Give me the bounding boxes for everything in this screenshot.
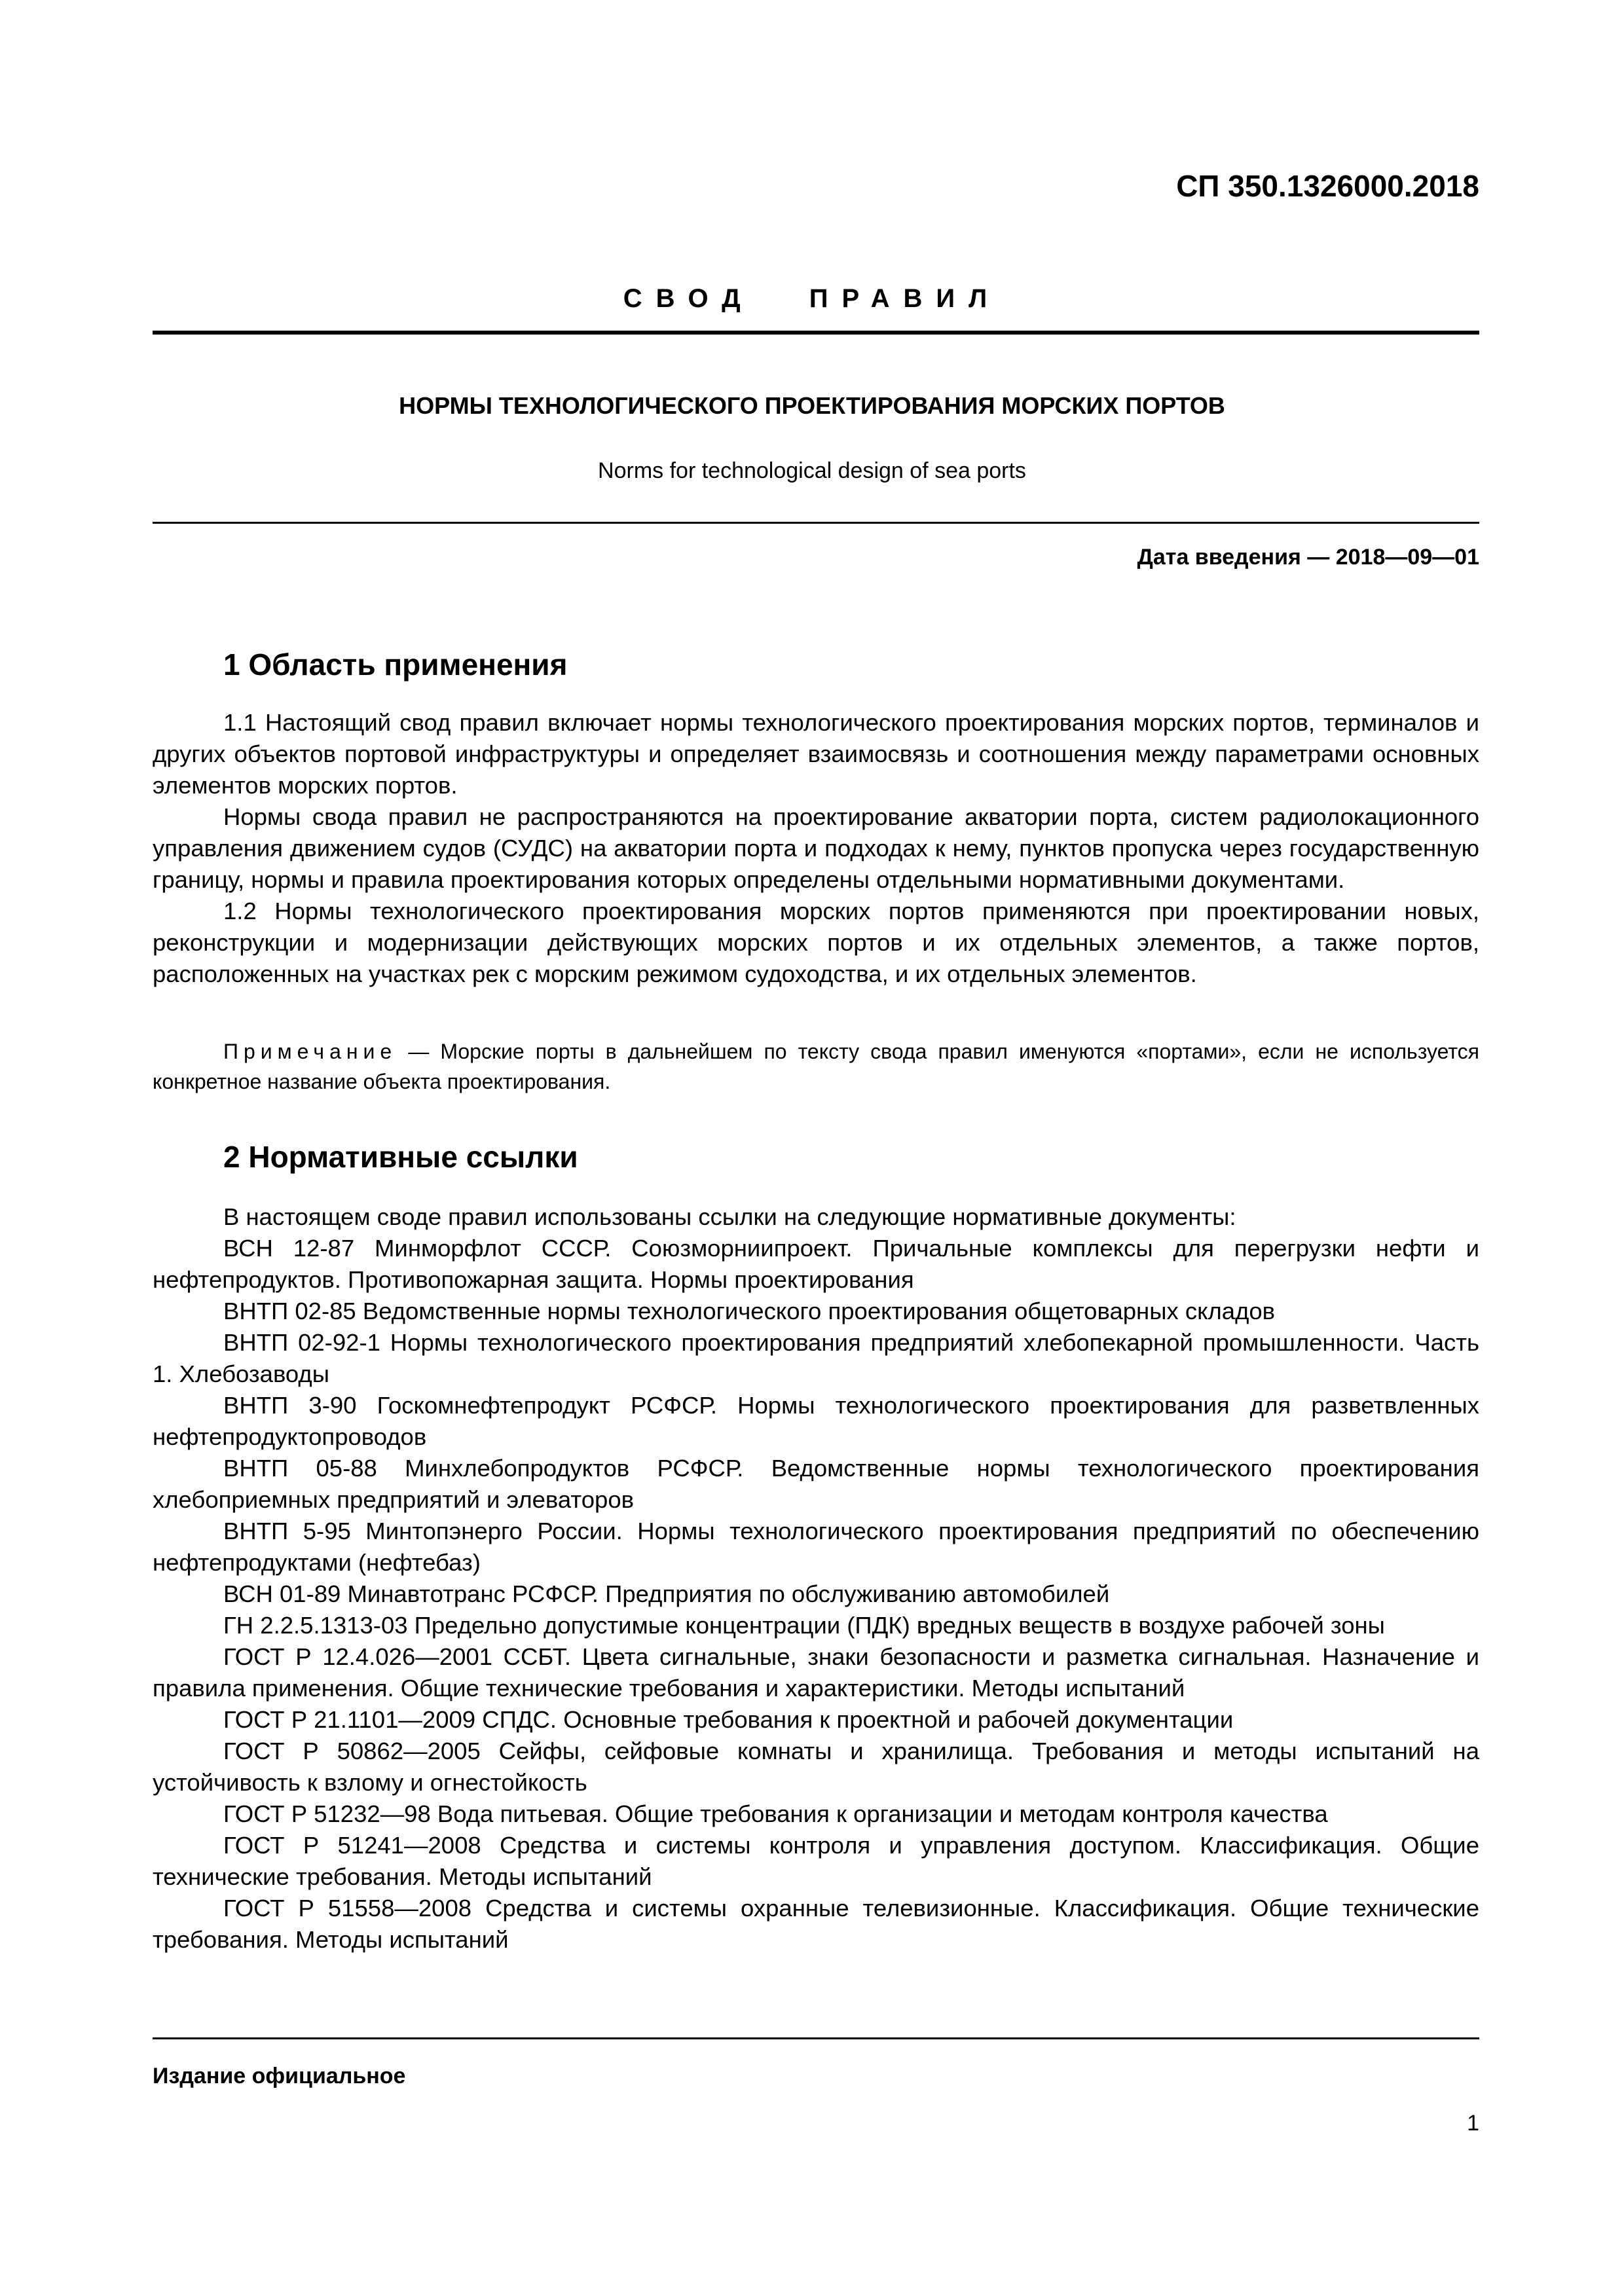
section-1-paragraph: 1.2 Нормы технологического проектирования морских портов применяются при проектировании новых, реконструкции и модернизации действующих морских портов и их отдельных элементов, а также портов, расположенных на участках рек с морским режимом судоходства, и их отдельных элементов.: [153, 898, 1479, 987]
reference-item: ГОСТ Р 51558—2008 Средства и системы охранные телевизионные. Классификация. Общие технические требования. Методы испытаний: [153, 1895, 1479, 1953]
reference-intro: В настоящем своде правил использованы ссылки на следующие нормативные документы:: [223, 1203, 1236, 1230]
section-1-paragraph: 1.1 Настоящий свод правил включает нормы технологического проектирования морских портов, терминалов и других объектов портовой инфраструктуры и определяет взаимосвязь и соотношения между параметрами основных элементов морских портов.: [153, 709, 1479, 799]
reference-item: ВНТП 02-92-1 Нормы технологического проектирования предприятий хлебопекарной промышленности. Часть 1. Хлебозаводы: [153, 1329, 1479, 1387]
reference-item: ГН 2.2.5.1313-03 Предельно допустимые концентрации (ПДК) вредных веществ в воздухе рабочей зоны: [223, 1612, 1385, 1639]
header-divider: [153, 331, 1479, 335]
page-number: 1: [1467, 2111, 1479, 2136]
reference-item: ВСН 12-87 Минморфлот СССР. Союзморниипроект. Причальные комплексы для перегрузки нефти и нефтепродуктов. Противопожарная защита. Нормы проектирования: [153, 1235, 1479, 1293]
document-title-en: Norms for technological design of sea ports: [598, 458, 1026, 483]
reference-item: ВСН 01-89 Минавтотранс РСФСР. Предприятия по обслуживанию автомобилей: [223, 1580, 1110, 1607]
reference-item: ГОСТ Р 51241—2008 Средства и системы контроля и управления доступом. Классификация. Общие технические требования. Методы испытаний: [153, 1832, 1479, 1890]
reference-item: ГОСТ Р 51232—98 Вода питьевая. Общие требования к организации и методам контроля качества: [223, 1800, 1328, 1827]
reference-item: ВНТП 3-90 Госкомнефтепродукт РСФСР. Нормы технологического проектирования для разветвленных нефтепродуктопроводов: [153, 1392, 1479, 1450]
note-text: — Морские порты в дальнейшем по тексту свода правил именуются «портами», если не используется конкретное название объекта проектирования.: [153, 1040, 1479, 1093]
official-edition-label: Издание официальное: [153, 2064, 406, 2088]
footer-divider: [153, 2037, 1479, 2039]
reference-item: ГОСТ Р 50862—2005 Сейфы, сейфовые комнаты и хранилища. Требования и методы испытаний на устойчивость к взлому и огнестойкость: [153, 1738, 1479, 1796]
section-2-heading: 2 Нормативные ссылки: [223, 1140, 578, 1174]
document-title-ru: НОРМЫ ТЕХНОЛОГИЧЕСКОГО ПРОЕКТИРОВАНИЯ МОРСКИХ ПОРТОВ: [399, 392, 1225, 419]
reference-item: ГОСТ Р 21.1101—2009 СПДС. Основные требования к проектной и рабочей документации: [223, 1706, 1234, 1733]
section-1-heading: 1 Область применения: [223, 647, 568, 682]
document-code: СП 350.1326000.2018: [1176, 169, 1479, 203]
reference-item: ВНТП 02-85 Ведомственные нормы технологического проектирования общетоварных складов: [223, 1298, 1276, 1324]
note-label: Примечание: [223, 1040, 397, 1063]
document-type: СВОД ПРАВИЛ: [623, 284, 1001, 313]
section-1-note: [153, 1036, 1479, 1097]
section-1-body: [153, 707, 1479, 990]
reference-item: ГОСТ Р 12.4.026—2001 ССБТ. Цвета сигнальные, знаки безопасности и разметка сигнальная. Назначение и правила применения. Общие технические требования и характеристики. Методы испытаний: [153, 1643, 1479, 1702]
introduction-date: Дата введения — 2018—09—01: [1137, 545, 1479, 570]
reference-item: ВНТП 05-88 Минхлебопродуктов РСФСР. Ведомственные нормы технологического проектирования хлебоприемных предприятий и элеваторов: [153, 1455, 1479, 1513]
title-divider: [153, 522, 1479, 524]
reference-item: ВНТП 5-95 Минтопэнерго России. Нормы технологического проектирования предприятий по обеспечению нефтепродуктами (нефтебаз): [153, 1518, 1479, 1576]
section-2-body: [153, 1201, 1479, 1956]
section-1-paragraph: Нормы свода правил не распространяются на проектирование акватории порта, систем радиолокационного управления движением судов (СУДС) на акватории порта и подходах к нему, пунктов пропуска через государственную границу, нормы и правила проектирования которых определены отдельными нормативными документами.: [153, 803, 1479, 893]
